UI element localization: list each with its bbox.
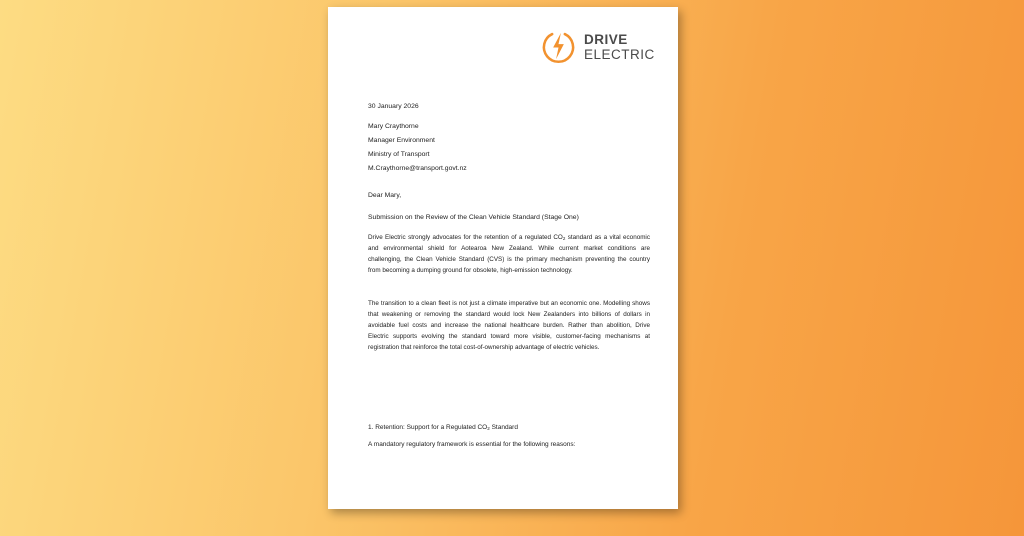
logo-text-electric: ELECTRIC [584, 47, 655, 62]
recipient-organisation: Ministry of Transport [368, 151, 430, 158]
logo-text-drive: DRIVE [584, 32, 628, 47]
letter-subject: Submission on the Review of the Clean Vehicle Standard (Stage One) [368, 214, 579, 221]
recipient-email: M.Craythorne@transport.govt.nz [368, 165, 467, 172]
recipient-title: Manager Environment [368, 137, 435, 144]
letter-date: 30 January 2026 [368, 103, 419, 110]
salutation: Dear Mary, [368, 192, 402, 199]
paragraph-retention-advocacy: Drive Electric strongly advocates for the retention of a regulated $CO_2$ standard as a vital economic and environmental shield for Aotearoa New Zealand. While current market conditions are challenging, the Clean Vehicle Standard (CVS) is the primary mechanism preventing the country from becoming a dumping ground for obsolete, high-emission technology. [368, 234, 650, 274]
paragraph-economic-case: The transition to a clean fleet is not just a climate imperative but an economic one. Modelling shows that weakening or removing the standard would lock New Zealanders into billions of dollars in avoidable fuel costs and increase the national healthcare burden. Rather than abolition, Drive Electric supports evolving the standard toward more visible, customer-facing mechanisms at registration that reinforce the total cost-of-ownership advantage of electric vehicles. [368, 300, 650, 351]
section-heading-retention: 1. Retention: Support for a Regulated $CO_2$ Standard [368, 424, 518, 431]
drive-electric-logo [541, 29, 659, 65]
section-intro-text: A mandatory regulatory framework is essential for the following reasons: [368, 441, 576, 448]
recipient-name: Mary Craythorne [368, 123, 419, 130]
lightning-bolt-icon [541, 29, 576, 64]
letter-page [328, 7, 678, 509]
